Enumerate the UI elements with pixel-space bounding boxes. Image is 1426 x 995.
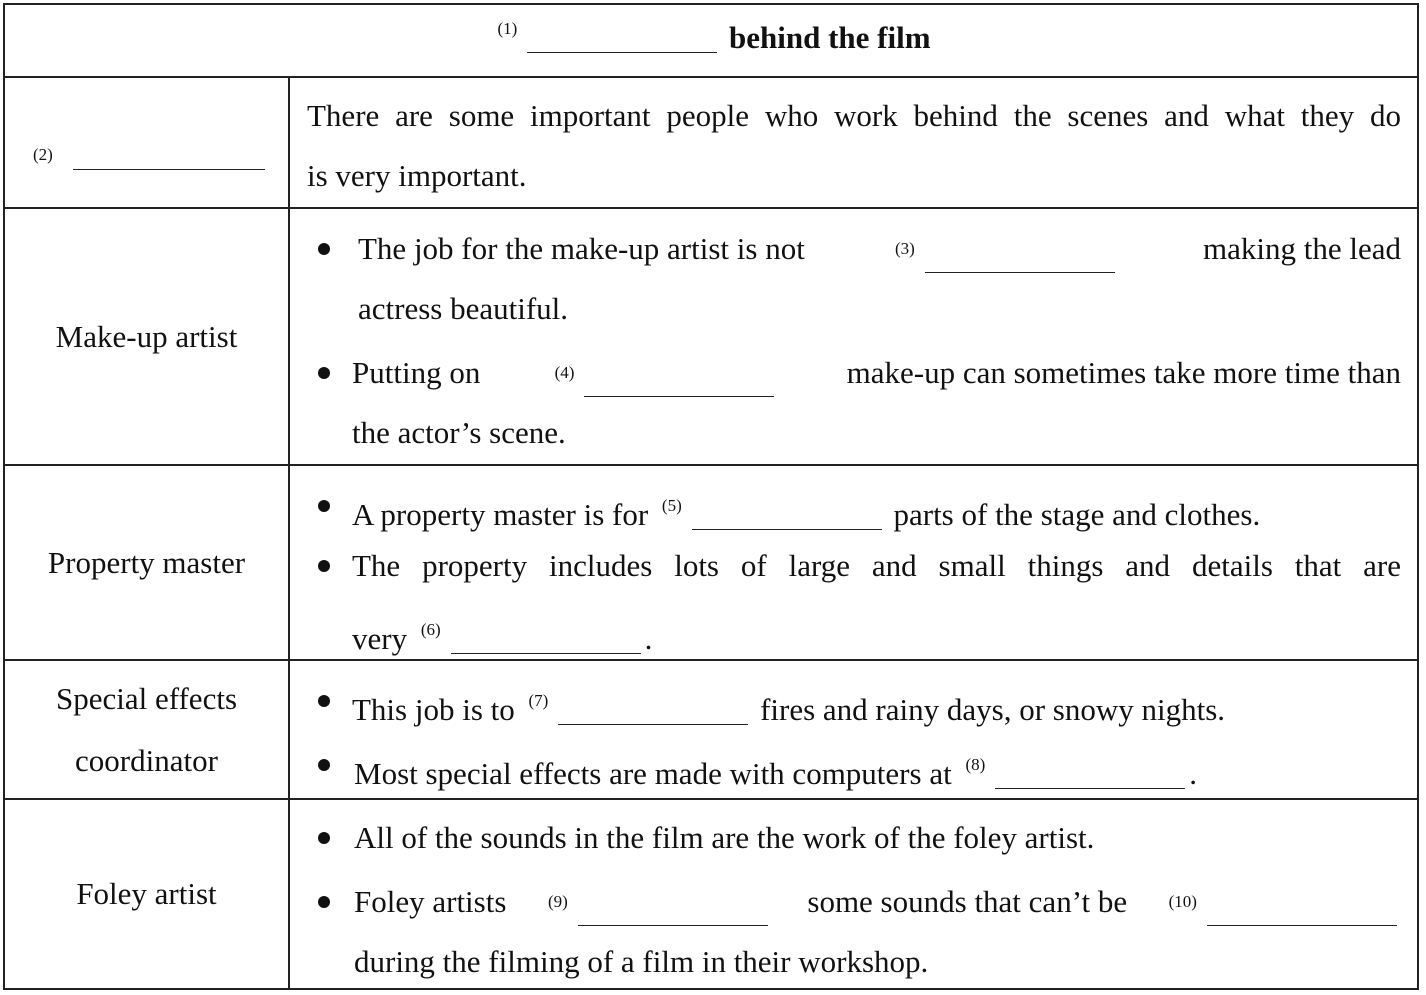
bullet-icon — [318, 243, 330, 255]
makeup-row — [5, 209, 1417, 466]
bullet-text: A property master is for — [352, 497, 649, 532]
foley-bullet-2-cont: during the filming of a film in their workshop. — [354, 944, 929, 979]
bullet-icon — [318, 367, 330, 379]
answer-blank-4[interactable] — [584, 365, 774, 397]
property-row — [5, 466, 1417, 661]
foley-content — [290, 800, 1417, 988]
makeup-content — [290, 209, 1417, 464]
worksheet-table — [3, 3, 1419, 990]
bullet-icon — [318, 759, 330, 771]
blank-number: (2) — [33, 145, 53, 164]
intro-content — [290, 78, 1417, 207]
bullet-text: fires and rainy days, or snowy nights. — [760, 692, 1226, 727]
blank-number: (7) — [528, 691, 549, 710]
blank-number: (3) — [894, 239, 915, 258]
bullet-icon — [318, 832, 330, 844]
intro-row — [5, 78, 1417, 209]
foley-bullet-1: All of the sounds in the film are the work of the foley artist. — [354, 820, 1095, 855]
foley-bullet-2 — [354, 882, 1401, 931]
bullet-text: parts of the stage and clothes. — [893, 497, 1261, 532]
intro-line-1: There are some important people who work behind the scenes and what they do — [307, 98, 1401, 133]
property-bullet-2-cont — [352, 610, 652, 659]
bullet-text: make-up can sometimes take more time than — [846, 355, 1401, 390]
bullet-text: The job for the make-up artist is not — [358, 231, 805, 266]
answer-blank-3[interactable] — [925, 241, 1115, 273]
title-text: behind the film — [729, 20, 931, 55]
bullet-text: Foley artists — [354, 884, 507, 919]
bullet-text: . — [1189, 756, 1198, 791]
blank-number: (1) — [497, 19, 518, 38]
makeup-label: Make-up artist — [55, 318, 238, 354]
bullet-text: This job is to — [352, 692, 515, 727]
bullet-icon — [318, 500, 330, 512]
blank-number: (6) — [420, 620, 441, 639]
title-row — [5, 5, 1417, 78]
label-line: coordinator — [75, 742, 218, 778]
table-title — [5, 19, 1417, 56]
blank-number: (10) — [1168, 892, 1197, 911]
bullet-text: Putting on — [352, 355, 481, 390]
bullet-icon — [318, 896, 330, 908]
blank-number: (4) — [554, 363, 575, 382]
label-line: Special effects — [55, 680, 238, 716]
answer-blank-1[interactable] — [527, 21, 717, 53]
property-label: Property master — [47, 544, 246, 580]
foley-row — [5, 800, 1417, 988]
answer-blank-5[interactable] — [692, 498, 882, 530]
special-effects-label — [5, 661, 288, 798]
intro-line-2: is very important. — [307, 158, 527, 193]
bullet-text: very — [352, 621, 408, 656]
bullet-text: some sounds that can’t be — [807, 884, 1128, 919]
answer-blank-2[interactable] — [73, 138, 265, 170]
special-bullet-1 — [352, 681, 1225, 730]
foley-label: Foley artist — [76, 876, 217, 911]
blank-number: (8) — [965, 755, 986, 774]
makeup-bullet-1-cont: actress beautiful. — [358, 291, 569, 326]
answer-blank-6[interactable] — [451, 622, 641, 654]
bullet-text: making the lead — [1202, 231, 1401, 266]
bullet-icon — [318, 560, 330, 572]
bullet-icon — [318, 695, 330, 707]
special-effects-row — [5, 661, 1417, 800]
bullet-text: . — [644, 621, 653, 656]
property-bullet-1 — [352, 486, 1260, 535]
answer-blank-8[interactable] — [995, 757, 1185, 789]
makeup-bullet-1 — [358, 229, 1401, 278]
answer-blank-9[interactable] — [578, 894, 768, 926]
makeup-bullet-2 — [352, 353, 1401, 402]
intro-label-cell — [5, 78, 288, 207]
special-effects-content — [290, 661, 1417, 798]
answer-blank-10[interactable] — [1207, 894, 1397, 926]
special-bullet-2 — [354, 745, 1197, 794]
blank-number: (9) — [547, 892, 568, 911]
bullet-text: Most special effects are made with computers at — [354, 756, 952, 791]
property-bullet-2: The property includes lots of large and small things and details that are — [352, 548, 1401, 583]
blank-number: (5) — [661, 496, 682, 515]
makeup-bullet-2-cont: the actor’s scene. — [352, 415, 566, 450]
property-content — [290, 466, 1417, 659]
answer-blank-7[interactable] — [558, 693, 748, 725]
